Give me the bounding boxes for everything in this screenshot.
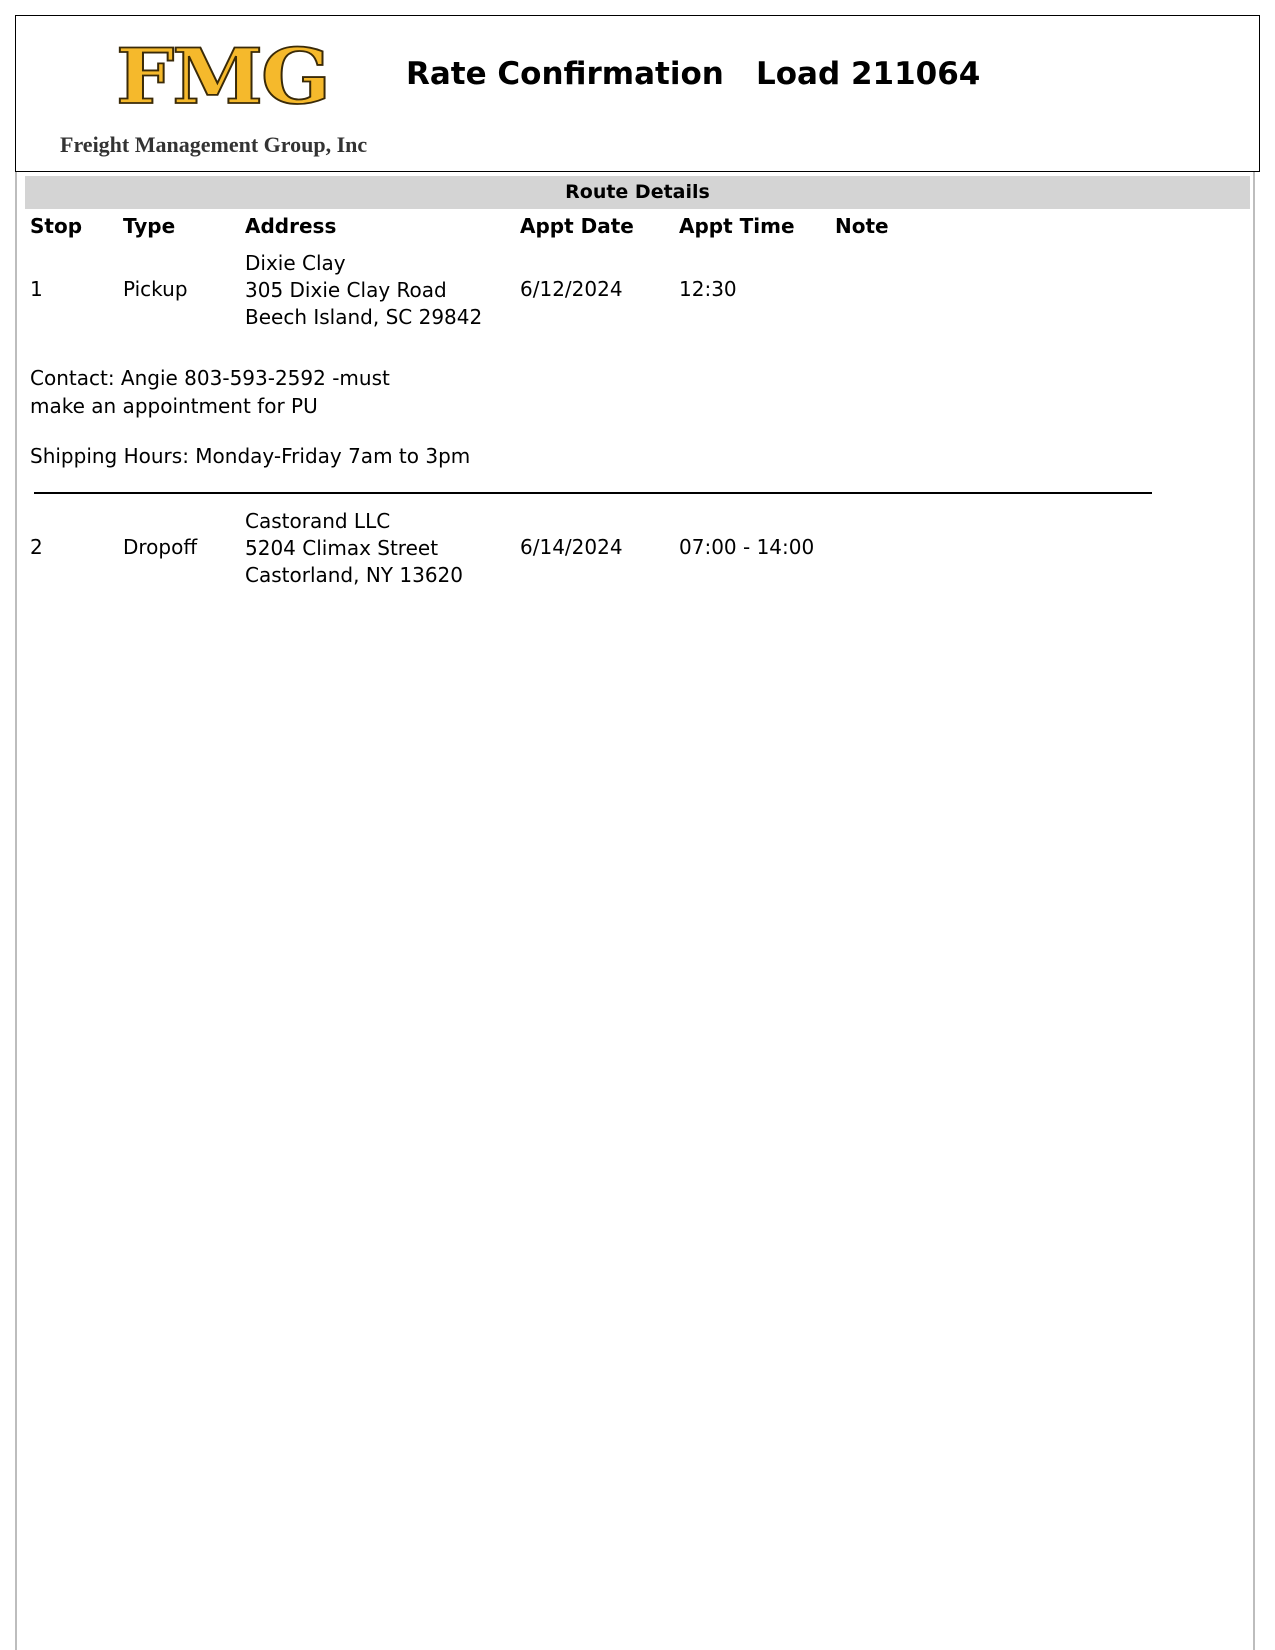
logo-letters: FMG <box>116 33 330 122</box>
address-line-1: Castorand LLC <box>245 509 391 533</box>
column-header-note: Note <box>835 214 889 238</box>
column-header-stop: Stop <box>30 214 83 238</box>
stop-type: Pickup <box>123 277 188 301</box>
stop-type: Dropoff <box>123 535 198 559</box>
stop-address <box>245 508 463 589</box>
document-header <box>15 15 1260 172</box>
stop-appt-date: 6/14/2024 <box>520 535 623 559</box>
stop-number: 1 <box>30 277 43 301</box>
address-line-2: 305 Dixie Clay Road <box>245 278 447 302</box>
stop-appt-date: 6/12/2024 <box>520 277 623 301</box>
stop-divider <box>34 492 1152 494</box>
column-header-appt-time: Appt Time <box>679 214 795 238</box>
logo-tagline: Freight Management Group, Inc <box>60 132 368 157</box>
fmg-logo <box>44 32 384 162</box>
load-number: Load 211064 <box>756 56 981 92</box>
stop-number: 2 <box>30 535 43 559</box>
route-stop-row <box>0 250 1275 334</box>
stop-appt-time: 07:00 - 14:00 <box>679 535 815 559</box>
route-details-heading: Route Details <box>25 176 1250 209</box>
route-column-headers <box>0 214 1275 244</box>
contact-line-2: make an appointment for PU <box>30 394 318 418</box>
address-line-2: 5204 Climax Street <box>245 536 439 560</box>
address-line-1: Dixie Clay <box>245 251 346 275</box>
column-header-address: Address <box>245 214 337 238</box>
column-header-appt-date: Appt Date <box>520 214 634 238</box>
stop-address <box>245 250 482 331</box>
stop-appt-time: 12:30 <box>679 277 737 301</box>
address-line-3: Castorland, NY 13620 <box>245 563 463 587</box>
document-title: Rate Confirmation <box>406 56 724 92</box>
route-stop-row <box>0 508 1275 592</box>
column-header-type: Type <box>123 214 176 238</box>
stop-shipping-hours: Shipping Hours: Monday-Friday 7am to 3pm <box>30 444 471 468</box>
contact-line-1: Contact: Angie 803-593-2592 -must <box>30 366 390 390</box>
address-line-3: Beech Island, SC 29842 <box>245 305 483 329</box>
stop-contact-note <box>30 364 390 420</box>
